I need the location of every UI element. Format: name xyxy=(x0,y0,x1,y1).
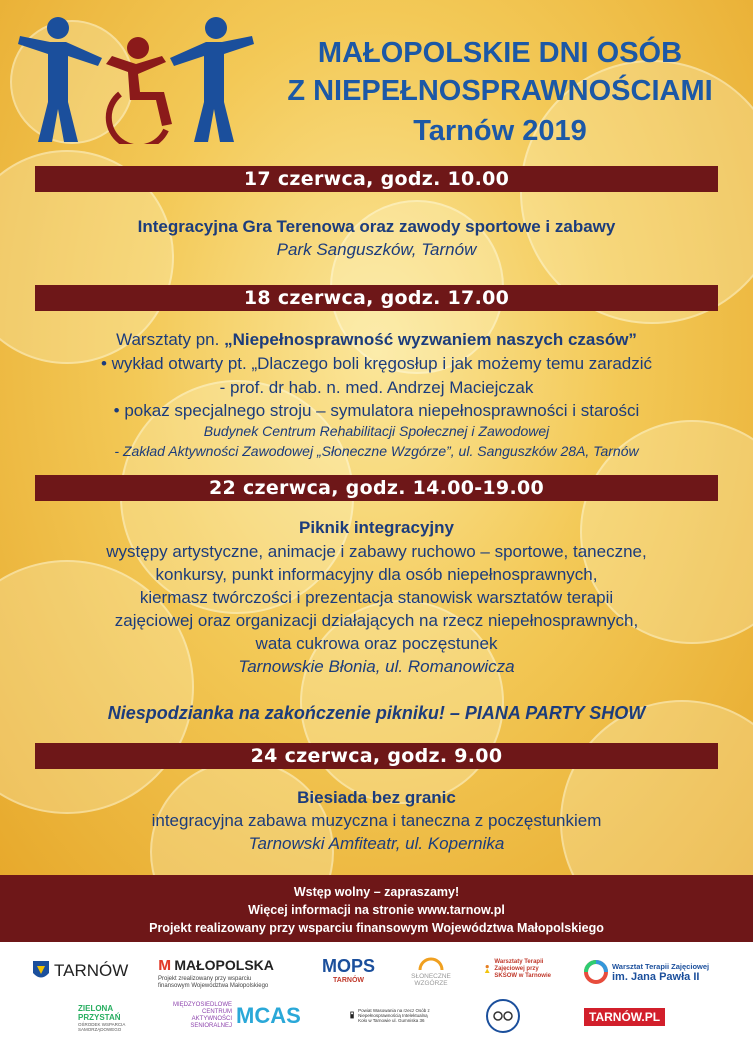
sloneczne-wzgorze-logo xyxy=(400,956,462,987)
mcas-label: MIĘDZYOSIEDLOWE CENTRUM AKTYWNOŚCI SENIORALNEJ xyxy=(172,1002,232,1029)
footer-line-2: Więcej informacji na stronie www.tarnow.pl xyxy=(248,903,505,917)
zielona-przystan-logo xyxy=(78,1004,144,1032)
owl-seal-icon xyxy=(480,998,526,1034)
zielona-przystan-subtext: OŚRODEK WSPARCIA SAMORZĄDOWEGO xyxy=(78,1022,126,1032)
sun-arc-icon xyxy=(418,956,444,972)
event-3-line: występy artystyczne, animacje i zabawy ruchowo – sportowe, taneczne, xyxy=(106,542,647,561)
mops-logo xyxy=(322,956,375,984)
colorful-circle-icon xyxy=(584,960,608,984)
title-line-2: Z NIEPEŁNOSPRAWNOŚCIAMI xyxy=(287,75,713,107)
title-line-1: MAŁOPOLSKIE DNI OSÓB xyxy=(317,37,683,69)
event-4-place: Tarnowski Amfiteatr, ul. Kopernika xyxy=(248,834,505,853)
mcas-logo-text: MCAS xyxy=(236,1003,301,1028)
wtz-jana-pawla-line-2: im. Jana Pawła II xyxy=(612,970,700,983)
people-wheelchair-logo-icon xyxy=(16,14,256,144)
figure-icon xyxy=(350,1004,354,1026)
event-2-line-3: - prof. dr hab. n. med. Andrzej Maciejczak xyxy=(219,378,534,397)
title-line-3: Tarnów 2019 xyxy=(413,115,587,147)
malopolska-subtext: Projekt zrealizowany przy wsparciu finansowym Województwa Małopolskiego xyxy=(158,976,269,989)
sponsor-logos xyxy=(0,942,753,1038)
figure-icon xyxy=(484,958,490,980)
footer-line-3: Projekt realizowany przy wsparciu finansowym Województwa Małopolskiego xyxy=(149,921,604,935)
tarnow-logo-text: TARNÓW xyxy=(54,961,129,980)
event-2-place-1: Budynek Centrum Rehabilitacji Społecznej i Zawodowej xyxy=(203,423,550,439)
powiat-kolo-text: Powiat Wasowania na rzecz Osób z Niepełnosprawnością Intelektualną Koło w Tarnowie ul. Gumniska 36 xyxy=(358,1007,430,1023)
event-3-line: wata cukrowa oraz poczęstunek xyxy=(255,634,498,653)
mcas-logo xyxy=(168,1002,301,1030)
event-4-line-1: integracyjna zabawa muzyczna i taneczna z poczęstunkiem xyxy=(151,811,602,830)
tarnow-logo xyxy=(32,960,128,982)
footer-band xyxy=(0,875,753,942)
event-2-line-1 xyxy=(20,328,733,351)
event-3-surprise: Niespodzianka na zakończenie pikniku! – PIANA PARTY SHOW xyxy=(107,703,646,723)
event-2-line-4: • pokaz specjalnego stroju – symulatora niepełnosprawności i starości xyxy=(113,401,640,420)
malopolska-logo xyxy=(158,954,280,990)
sloneczne-wzgorze-text: SŁONECZNE WZGÓRZE xyxy=(411,973,451,987)
event-2-prefix: Warsztaty pn. xyxy=(116,330,225,349)
mops-subtext: TARNÓW xyxy=(333,977,364,984)
date-band-2: 18 czerwca, godz. 17.00 xyxy=(35,285,718,311)
event-3-line: konkursy, punkt informacyjny dla osób niepełnosprawnych, xyxy=(155,565,598,584)
mops-logo-text: MOPS xyxy=(322,956,376,976)
wtz-jana-pawla-text xyxy=(612,962,709,983)
warsztaty-terapii-text: Warsztaty Terapii Zajęciowej przy SKSOW w Tarnowie xyxy=(494,958,551,979)
powiat-kolo-logo xyxy=(350,1004,430,1026)
malopolska-logo-text: MAŁOPOLSKA xyxy=(174,956,274,973)
event-2-line-2: • wykład otwarty pt. „Dlaczego boli kręgosłup i jak możemy temu zaradzić xyxy=(100,354,653,373)
date-band-3: 22 czerwca, godz. 14.00-19.00 xyxy=(35,475,718,501)
zielona-przystan-text: ZIELONA PRZYSTAŃ xyxy=(78,1004,121,1022)
footer-line-1: Wstęp wolny – zapraszamy! xyxy=(293,885,460,899)
event-3-line: kiermasz twórczości i prezentacja stanowisk warsztatów terapii xyxy=(139,588,614,607)
wtz-jana-pawla-logo xyxy=(584,960,709,984)
event-1-place: Park Sanguszków, Tarnów xyxy=(276,240,477,259)
date-band-1: 17 czerwca, godz. 10.00 xyxy=(35,166,718,192)
uniwersytet-logo xyxy=(480,998,530,1034)
event-1-title: Integracyjna Gra Terenowa oraz zawody sportowe i zabawy xyxy=(137,217,616,236)
tarnow-pl-text: TARNÓW.PL xyxy=(584,1008,665,1026)
warsztaty-terapii-logo xyxy=(484,958,556,980)
tarnow-pl-logo xyxy=(584,1008,665,1026)
event-3-place: Tarnowskie Błonia, ul. Romanowicza xyxy=(238,657,515,676)
event-3-line: zajęciowej oraz organizacji działających na rzecz niepełnosprawnych, xyxy=(114,611,639,630)
event-4-title: Biesiada bez granic xyxy=(297,788,456,807)
date-band-4: 24 czerwca, godz. 9.00 xyxy=(35,743,718,769)
malopolska-mark xyxy=(158,954,274,975)
event-2-place-2: - Zakład Aktywności Zawodowej „Słoneczne Wzgórze”, ul. Sanguszków 28A, Tarnów xyxy=(114,443,639,459)
event-3-title: Piknik integracyjny xyxy=(299,518,454,537)
tarnow-crest-icon xyxy=(32,960,50,982)
event-2-workshop-title: „Niepełnosprawność wyzwaniem naszych czasów” xyxy=(224,330,637,349)
malopolska-m-icon: ᴍ xyxy=(158,954,172,974)
wtz-jana-pawla-line-1: Warsztat Terapii Zajęciowej xyxy=(612,961,710,971)
